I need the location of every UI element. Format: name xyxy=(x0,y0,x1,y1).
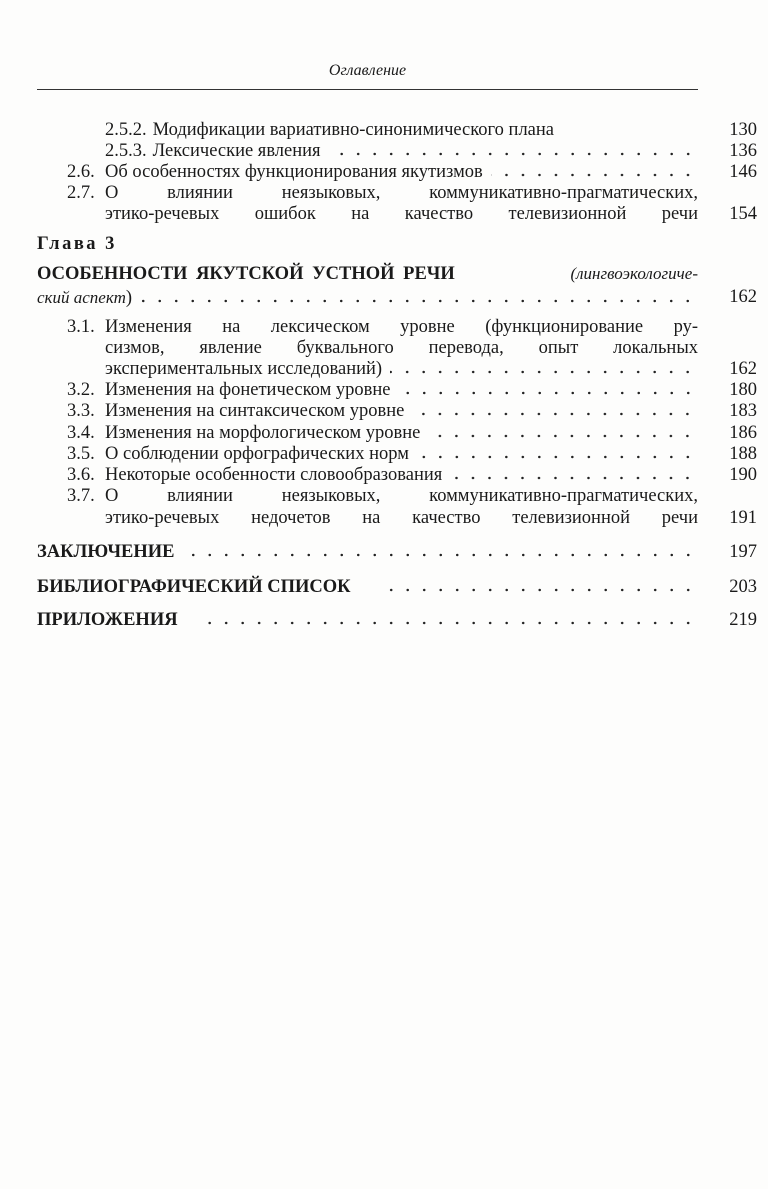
entry-number: 3.6. xyxy=(67,465,95,485)
toc-entry-3-1-continued[interactable] xyxy=(105,359,757,380)
dot-leader xyxy=(417,455,696,459)
entry-number: 3.5. xyxy=(67,444,95,464)
entry-title: ЗАКЛЮЧЕНИЕ xyxy=(37,542,175,562)
running-header: Оглавление xyxy=(328,62,407,79)
entry-number: 2.7. xyxy=(67,183,95,203)
dot-leader xyxy=(491,173,696,177)
chapter-title-text: ОСОБЕННОСТИ ЯКУТСКОЙ УСТНОЙ РЕЧИ xyxy=(37,264,455,284)
page-number: 130 xyxy=(729,120,757,140)
page-number: 190 xyxy=(729,465,757,485)
chapter-label xyxy=(37,234,698,255)
entry-number: 2.6. xyxy=(67,162,95,182)
toc-entry-3-7-continued[interactable] xyxy=(105,508,757,529)
entry-title-line: этико-речевых ошибок на качество телевизионной речи xyxy=(105,204,698,224)
page-number: 162 xyxy=(729,359,757,379)
toc-entry-2-6[interactable] xyxy=(67,162,757,183)
toc-entry-2-5-3[interactable] xyxy=(67,141,757,162)
toc-entry-3-2[interactable] xyxy=(67,380,757,401)
toc-entry-3-5[interactable] xyxy=(67,444,757,465)
entry-title: Изменения на морфологическом уровне xyxy=(105,423,421,443)
entry-number: 3.4. xyxy=(67,423,95,443)
dot-leader xyxy=(412,412,696,416)
page-number: 203 xyxy=(729,577,757,597)
entry-title-line: О влиянии неязыковых, коммуникативно-прагматических, xyxy=(105,183,698,203)
toc-entry-2-7[interactable] xyxy=(67,183,698,204)
entry-number: 3.1. xyxy=(67,317,95,337)
entry-title: О соблюдении орфографических норм xyxy=(105,444,409,464)
toc-entry-3-6[interactable] xyxy=(67,465,757,486)
page-number: 136 xyxy=(729,141,757,161)
chapter-title-continued[interactable] xyxy=(37,287,757,308)
entry-title: Некоторые особенности словообразования xyxy=(105,465,443,485)
dot-leader xyxy=(183,553,697,557)
page-number: 183 xyxy=(729,401,757,421)
entry-title: Об особенностях функционирования якутизмов xyxy=(105,162,483,182)
page-number: 154 xyxy=(729,204,757,224)
entry-number: 3.3. xyxy=(67,401,95,421)
dot-leader xyxy=(140,299,696,303)
dot-leader xyxy=(208,621,696,625)
page-number: 191 xyxy=(729,508,757,528)
page-number: 188 xyxy=(729,444,757,464)
toc-entry-3-4[interactable] xyxy=(67,423,757,444)
toc-entry-appendices[interactable] xyxy=(37,610,757,631)
toc-entry-3-1-continued[interactable] xyxy=(105,338,698,359)
entry-title: БИБЛИОГРАФИЧЕСКИЙ СПИСОК xyxy=(37,577,351,597)
page-number: 186 xyxy=(729,423,757,443)
dot-leader xyxy=(329,152,696,156)
toc-entry-conclusion[interactable] xyxy=(37,542,757,563)
chapter-subtitle-end: ) xyxy=(125,288,133,308)
entry-title: ПРИЛОЖЕНИЯ xyxy=(37,610,178,630)
entry-number: 3.7. xyxy=(67,486,95,506)
entry-title-line: этико-речевых недочетов на качество телевизионной речи xyxy=(105,508,698,528)
page-number: 197 xyxy=(729,542,757,562)
dot-leader xyxy=(399,391,696,395)
entry-title: Лексические явления xyxy=(152,141,321,161)
page-number: 146 xyxy=(729,162,757,182)
chapter-number: Глава 3 xyxy=(37,234,117,254)
entry-title: Изменения на синтаксическом уровне xyxy=(105,401,405,421)
page-number: 219 xyxy=(729,610,757,630)
dot-leader xyxy=(381,588,696,592)
entry-title-line: сизмов, явление буквального перевода, опыт локальных xyxy=(105,338,698,358)
entry-title-line: экспериментальных исследований) xyxy=(105,359,383,379)
toc-entry-3-7[interactable] xyxy=(67,486,698,507)
entry-title-line: Изменения на лексическом уровне (функционирование ру- xyxy=(105,317,698,337)
entry-title-line: О влиянии неязыковых, коммуникативно-прагматических, xyxy=(105,486,698,506)
toc-entry-bibliography[interactable] xyxy=(37,577,757,598)
entry-title: Изменения на фонетическом уровне xyxy=(105,380,391,400)
chapter-subtitle: ский аспект xyxy=(37,288,126,307)
header-rule xyxy=(37,89,698,90)
toc-entry-2-5-2[interactable] xyxy=(67,120,757,141)
toc-entry-2-7-continued[interactable] xyxy=(105,204,757,225)
toc-entry-3-3[interactable] xyxy=(67,401,757,422)
toc-entry-3-1[interactable] xyxy=(67,317,698,338)
entry-title: Модификации вариативно-синонимического плана xyxy=(152,120,555,140)
entry-number: 3.2. xyxy=(67,380,95,400)
page-number: 180 xyxy=(729,380,757,400)
chapter-subtitle: (лингвоэкологиче- xyxy=(570,264,698,283)
dot-leader xyxy=(450,476,696,480)
chapter-title[interactable] xyxy=(37,263,698,284)
dot-leader xyxy=(428,434,696,438)
dot-leader xyxy=(390,370,696,374)
entry-number: 2.5.2. xyxy=(105,120,147,140)
entry-number: 2.5.3. xyxy=(105,141,147,161)
page-number: 162 xyxy=(729,287,757,307)
